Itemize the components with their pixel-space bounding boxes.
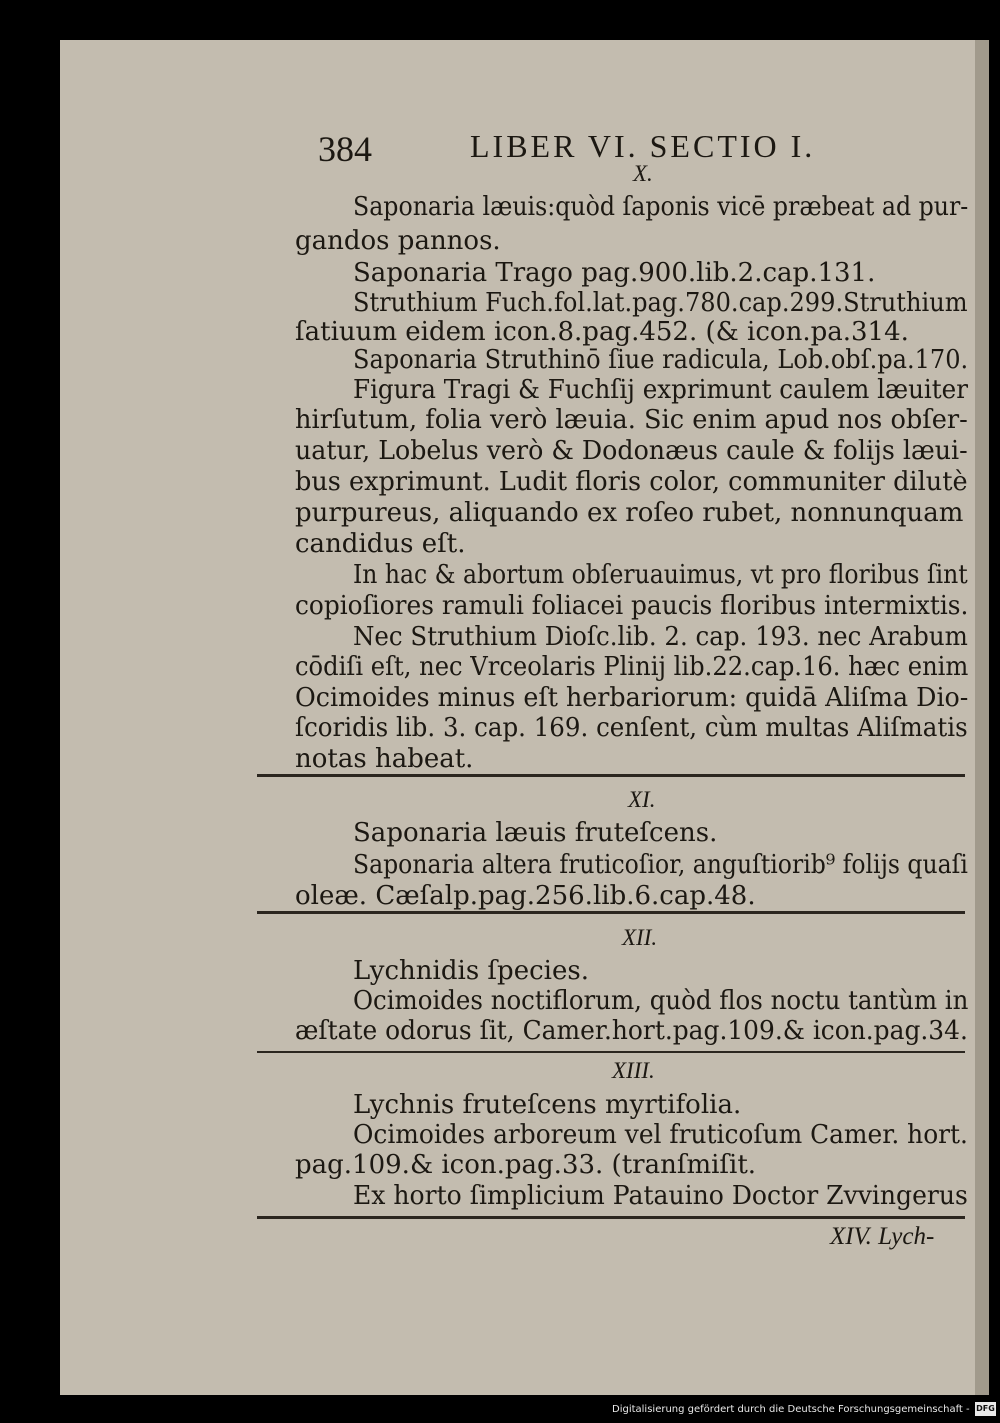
text-line: copioſiores ramuli foliacei paucis floribus intermixtis. xyxy=(295,591,969,621)
text-line: purpureus, aliquando ex roſeo rubet, nonnunquam xyxy=(295,498,964,528)
text-line: oleæ. Cæſalp.pag.256.lib.6.cap.48. xyxy=(295,881,756,911)
text-line: Lychnidis ſpecies. xyxy=(353,956,589,986)
text-line: Figura Tragi & Fuchſij exprimunt caulem læuiter xyxy=(353,375,968,405)
text-line: Saponaria Trago pag.900.lib.2.cap.131. xyxy=(353,258,876,288)
text-line: candidus eſt. xyxy=(295,529,466,559)
text-line: hirſutum, folia verò læuia. Sic enim apud nos obſer- xyxy=(295,405,968,435)
text-line: gandos pannos. xyxy=(295,226,501,256)
section-rule xyxy=(257,1216,965,1219)
section-numeral: X. xyxy=(633,161,653,186)
section-rule xyxy=(257,774,965,777)
text-line: Saponaria Struthinō ſiue radicula, Lob.obſ.pa.170. xyxy=(353,345,969,375)
text-line: cōdiſi eſt, nec Vrceolaris Plinij lib.22.cap.16. hæc enim xyxy=(295,652,969,682)
text-line: Ocimoides noctiflorum, quòd flos noctu tantùm in xyxy=(353,986,969,1016)
running-title: LIBER VI. SECTIO I. xyxy=(470,128,816,164)
text-line: Struthium Fuch.fol.lat.pag.780.cap.299.Struthium xyxy=(353,288,968,318)
digitization-credit: Digitalisierung gefördert durch die Deutsche Forschungsgemeinschaft - xyxy=(612,1404,970,1415)
text-line: notas habeat. xyxy=(295,744,474,774)
text-line: Nec Struthium Dioſc.lib. 2. cap. 193. nec Arabum xyxy=(353,622,968,652)
text-line: Saponaria altera fruticoſior, anguſtiorib⁹ folijs quaſi xyxy=(353,850,968,880)
text-line: Saponaria læuis fruteſcens. xyxy=(353,818,718,848)
section-rule xyxy=(257,911,965,914)
text-line: pag.109.& icon.pag.33. (tranſmiſit. xyxy=(295,1150,757,1180)
section-numeral: XII. xyxy=(622,925,658,950)
text-line: Ex horto ſimplicium Patauino Doctor Zvvingerus xyxy=(353,1181,968,1211)
text-line: ſatiuum eidem icon.8.pag.452. (& icon.pa.314. xyxy=(295,317,909,347)
page-number: 384 xyxy=(318,129,372,169)
catchword: XIV. Lych- xyxy=(830,1223,935,1250)
text-line: ſcoridis lib. 3. cap. 169. cenſent, cùm multas Aliſmatis xyxy=(295,713,968,743)
text-line: Ocimoides arboreum vel fruticoſum Camer. hort. xyxy=(353,1120,968,1150)
text-line: æſtate odorus ſit, Camer.hort.pag.109.& icon.pag.34. xyxy=(295,1016,968,1046)
text-line: Lychnis fruteſcens myrtifolia. xyxy=(353,1090,742,1120)
dfg-logo: DFG xyxy=(975,1402,996,1416)
text-line: Ocimoides minus eſt herbariorum: quidā Aliſma Dio- xyxy=(295,683,969,713)
text-line: bus exprimunt. Ludit floris color, communiter dilutè xyxy=(295,467,968,497)
section-numeral: XI. xyxy=(628,787,656,812)
page-edge xyxy=(975,40,989,1395)
text-line: uatur, Lobelus verò & Dodonæus caule & folijs læui- xyxy=(295,436,968,466)
section-numeral: XIII. xyxy=(612,1058,655,1083)
text-line: Saponaria læuis:quòd ſaponis vicē præbeat ad pur- xyxy=(353,192,969,222)
text-line: In hac & abortum obſeruauimus, vt pro floribus ſint xyxy=(353,560,968,590)
section-rule xyxy=(257,1051,965,1053)
